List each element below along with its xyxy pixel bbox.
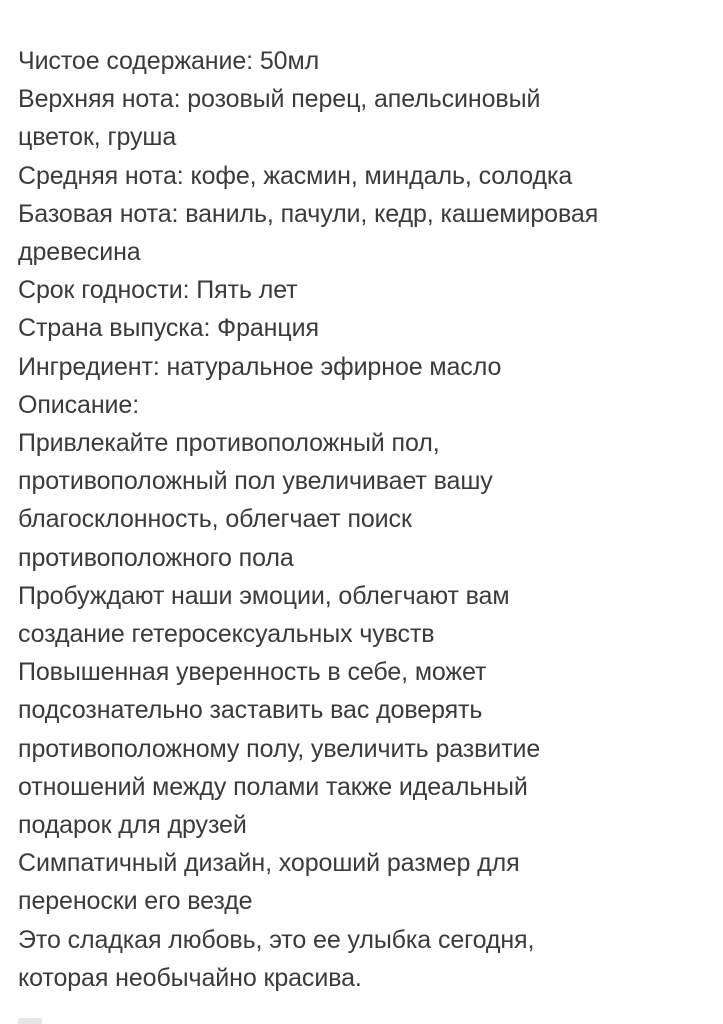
text-line-description: Повышенная уверенность в себе, может	[18, 658, 487, 687]
text-line-description: Это сладкая любовь, это ее улыбка сегодня,	[18, 925, 535, 954]
text-line-description: противоположному полу, увеличить развитие	[18, 734, 541, 763]
text-line-base-note-cont: древесина	[18, 238, 141, 267]
text-line-description: отношений между полами также идеальный	[18, 772, 528, 801]
text-line-top-note-cont: цветок, груша	[18, 123, 177, 152]
text-line-description: Пробуждают наши эмоции, облегчают вам	[18, 581, 510, 610]
text-line-description: благосклонность, облегчает поиск	[18, 505, 412, 534]
text-line-top-note: Верхняя нота: розовый перец, апельсиновый	[18, 85, 541, 114]
text-line-base-note: Базовая нота: ваниль, пачули, кедр, кашемировая	[18, 199, 599, 228]
text-line-description: подсознательно заставить вас доверять	[18, 696, 483, 725]
text-line-country: Страна выпуска: Франция	[18, 314, 319, 343]
text-line-ingredient: Ингредиент: натуральное эфирное масло	[18, 352, 502, 381]
text-line-description: подарок для друзей	[18, 811, 247, 840]
text-line-description: создание гетеросексуальных чувств	[18, 620, 435, 649]
text-line-shelf-life: Срок годности: Пять лет	[18, 276, 298, 305]
text-line-net-content: Чистое содержание: 50мл	[18, 47, 320, 75]
text-line-middle-note: Средняя нота: кофе, жасмин, миндаль, солодка	[18, 161, 573, 190]
text-line-description: противоположного пола	[18, 543, 294, 572]
product-description	[18, 42, 708, 997]
bottom-edge-element	[18, 1018, 42, 1024]
text-line-description: Симпатичный дизайн, хороший размер для	[18, 849, 520, 878]
text-line-description: переноски его везде	[18, 887, 253, 916]
text-line-description: которая необычайно красива.	[18, 963, 362, 992]
text-line-description: противоположный пол увеличивает вашу	[18, 467, 493, 496]
text-line-description-heading: Описание:	[18, 390, 140, 419]
text-line-description: Привлекайте противоположный пол,	[18, 429, 440, 458]
